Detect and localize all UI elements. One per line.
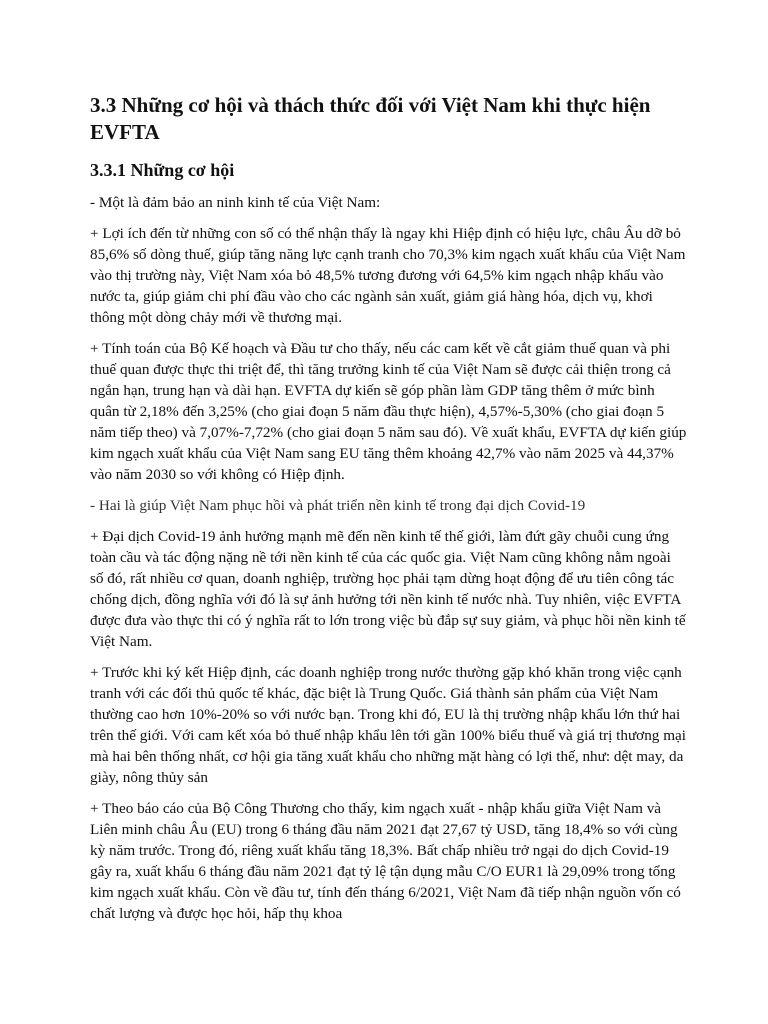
paragraph-trade-report: + Theo báo cáo của Bộ Công Thương cho thấy, kim ngạch xuất - nhập khẩu giữa Việt Nam và Liên minh châu Âu (EU) trong 6 tháng đầu năm 2021 đạt 27,67 tỷ USD, tăng 18,4% so với cùng kỳ năm trước. Trong đó, riêng xuất khẩu tăng 18,3%. Bất chấp nhiều trở ngại do dịch Covid-19 gây ra, xuất khẩu 6 tháng đầu năm 2021 đạt tỷ lệ tận dụng mẫu C/O EUR1 là 29,09% trong tổng kim ngạch xuất khẩu. Còn về đầu tư, tính đến tháng 6/2021, Việt Nam đã tiếp nhận nguồn vốn có chất lượng và được học hỏi, hấp thụ khoa: [90, 800, 681, 922]
paragraph-point-two: - Hai là giúp Việt Nam phục hồi và phát triển nền kinh tế trong đại dịch Covid-19: [90, 497, 586, 514]
paragraph-tariff-benefits: + Lợi ích đến từ những con số có thể nhận thấy là ngay khi Hiệp định có hiệu lực, châu Âu dỡ bỏ 85,6% số dòng thuế, giúp tăng năng lực cạnh tranh cho 70,3% kim ngạch xuất khẩu của Việt Nam vào thị trường này, Việt Nam xóa bỏ 48,5% tương đương với 64,5% kim ngạch nhập khẩu vào nước ta, giúp giảm chi phí đầu vào cho các ngành sản xuất, giảm giá hàng hóa, dịch vụ, khơi thông một dòng chảy mới về thương mại.: [90, 225, 686, 326]
paragraph-gdp-forecast: + Tính toán của Bộ Kế hoạch và Đầu tư cho thấy, nếu các cam kết về cắt giảm thuế quan và phi thuế quan được thực thi triệt để, thì tăng trưởng kinh tế của Việt Nam sẽ được cải thiện trong cả ngắn hạn, trung hạn và dài hạn. EVFTA dự kiến sẽ góp phần làm GDP tăng thêm ở mức bình quân từ 2,18% đến 3,25% (cho giai đoạn 5 năm đầu thực hiện), 4,57%-5,30% (cho giai đoạn 5 năm tiếp theo) và 7,07%-7,72% (cho giai đoạn 5 năm sau đó). Về xuất khẩu, EVFTA dự kiến giúp kim ngạch xuất khẩu của Việt Nam sang EU tăng thêm khoảng 42,7% vào năm 2025 và 44,37% vào năm 2030 so với không có Hiệp định.: [90, 340, 687, 483]
section-heading: 3.3 Những cơ hội và thách thức đối với Việt Nam khi thực hiện EVFTA: [90, 93, 651, 144]
paragraph-covid-impact: + Đại dịch Covid-19 ảnh hưởng mạnh mẽ đến nền kinh tế thế giới, làm đứt gãy chuỗi cung ứng toàn cầu và tác động nặng nề tới nền kinh tế của các quốc gia. Việt Nam cũng không nằm ngoài số đó, rất nhiều cơ quan, doanh nghiệp, trường học phải tạm dừng hoạt động để ưu tiên công tác chống dịch, đồng nghĩa với đó là sự ảnh hưởng tới nền kinh tế nước nhà. Tuy nhiên, việc EVFTA được đưa vào thực thi có ý nghĩa rất to lớn trong việc bù đắp sự suy giảm, và phục hồi nền kinh tế Việt Nam.: [90, 528, 686, 650]
paragraph-competition: + Trước khi ký kết Hiệp định, các doanh nghiệp trong nước thường gặp khó khăn trong việc cạnh tranh với các đối thủ quốc tế khác, đặc biệt là Trung Quốc. Giá thành sản phẩm của Việt Nam thường cao hơn 10%-20% so với nước bạn. Trong khi đó, EU là thị trường nhập khẩu lớn thứ hai trên thế giới. Với cam kết xóa bỏ thuế nhập khẩu lên tới gần 100% biểu thuế và giá trị thương mại mà hai bên thống nhất, cơ hội gia tăng xuất khẩu cho những mặt hàng có lợi thế, như: dệt may, da giày, nông thủy sản: [90, 664, 686, 786]
paragraph-point-one: - Một là đảm bảo an ninh kinh tế của Việt Nam:: [90, 194, 381, 211]
subsection-heading: 3.3.1 Những cơ hội: [90, 160, 235, 180]
